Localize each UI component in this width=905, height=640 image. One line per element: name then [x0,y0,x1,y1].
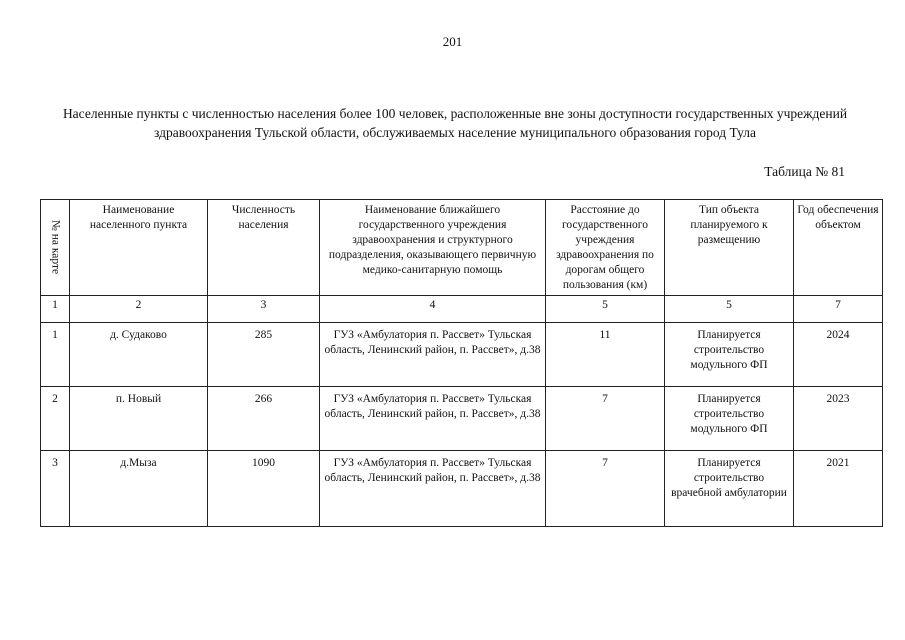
column-number: 3 [208,296,320,323]
cell-map-number: 2 [41,387,70,451]
column-number: 2 [70,296,208,323]
header-healthcare-institution: Наименование ближайшего государственного учреждения здравоохранения и структурного подразделения, оказывающего первичную медико-санитарную помощь [320,200,546,296]
column-number: 1 [41,296,70,323]
data-table [40,199,883,527]
header-population: Численность населения [208,200,320,296]
header-object-type: Тип объекта планируемого к размещению [665,200,794,296]
cell-population: 1090 [208,451,320,527]
cell-map-number: 1 [41,323,70,387]
cell-healthcare-institution: ГУЗ «Амбулатория п. Рассвет» Тульская область, Ленинский район, п. Рассвет», д.38 [320,387,546,451]
header-year: Год обеспечения объектом [794,200,883,296]
cell-object-type: Планируется строительство модульного ФП [665,323,794,387]
page-number: 201 [442,34,463,49]
column-number: 5 [665,296,794,323]
cell-settlement-name: д.Мыза [70,451,208,527]
column-number-row [41,296,883,323]
header-map-number [41,200,70,296]
header-map-number-label: № на карте [49,219,62,275]
table-row [41,323,883,387]
header-row [41,200,883,296]
column-number: 4 [320,296,546,323]
cell-distance: 7 [546,451,665,527]
document-title: Населенные пункты с численностью населения более 100 человек, расположенные вне зоны доступности государственных учреждений здравоохранения Тульской области, обслуживаемых население муниципального образования город Тула [62,106,848,140]
cell-year: 2021 [794,451,883,527]
cell-distance: 11 [546,323,665,387]
table-row [41,451,883,527]
cell-population: 285 [208,323,320,387]
cell-healthcare-institution: ГУЗ «Амбулатория п. Рассвет» Тульская область, Ленинский район, п. Рассвет», д.38 [320,451,546,527]
cell-population: 266 [208,387,320,451]
table-label: Таблица № 81 [764,164,845,179]
cell-distance: 7 [546,387,665,451]
cell-object-type: Планируется строительство врачебной амбулатории [665,451,794,527]
cell-object-type: Планируется строительство модульного ФП [665,387,794,451]
cell-settlement-name: п. Новый [70,387,208,451]
table-row [41,387,883,451]
column-number: 7 [794,296,883,323]
cell-year: 2024 [794,323,883,387]
cell-settlement-name: д. Судаково [70,323,208,387]
header-settlement-name: Наименование населенного пункта [70,200,208,296]
cell-healthcare-institution: ГУЗ «Амбулатория п. Рассвет» Тульская область, Ленинский район, п. Рассвет», д.38 [320,323,546,387]
header-distance: Расстояние до государственного учреждения здравоохранения по дорогам общего пользования (км) [546,200,665,296]
cell-map-number: 3 [41,451,70,527]
cell-year: 2023 [794,387,883,451]
column-number: 5 [546,296,665,323]
